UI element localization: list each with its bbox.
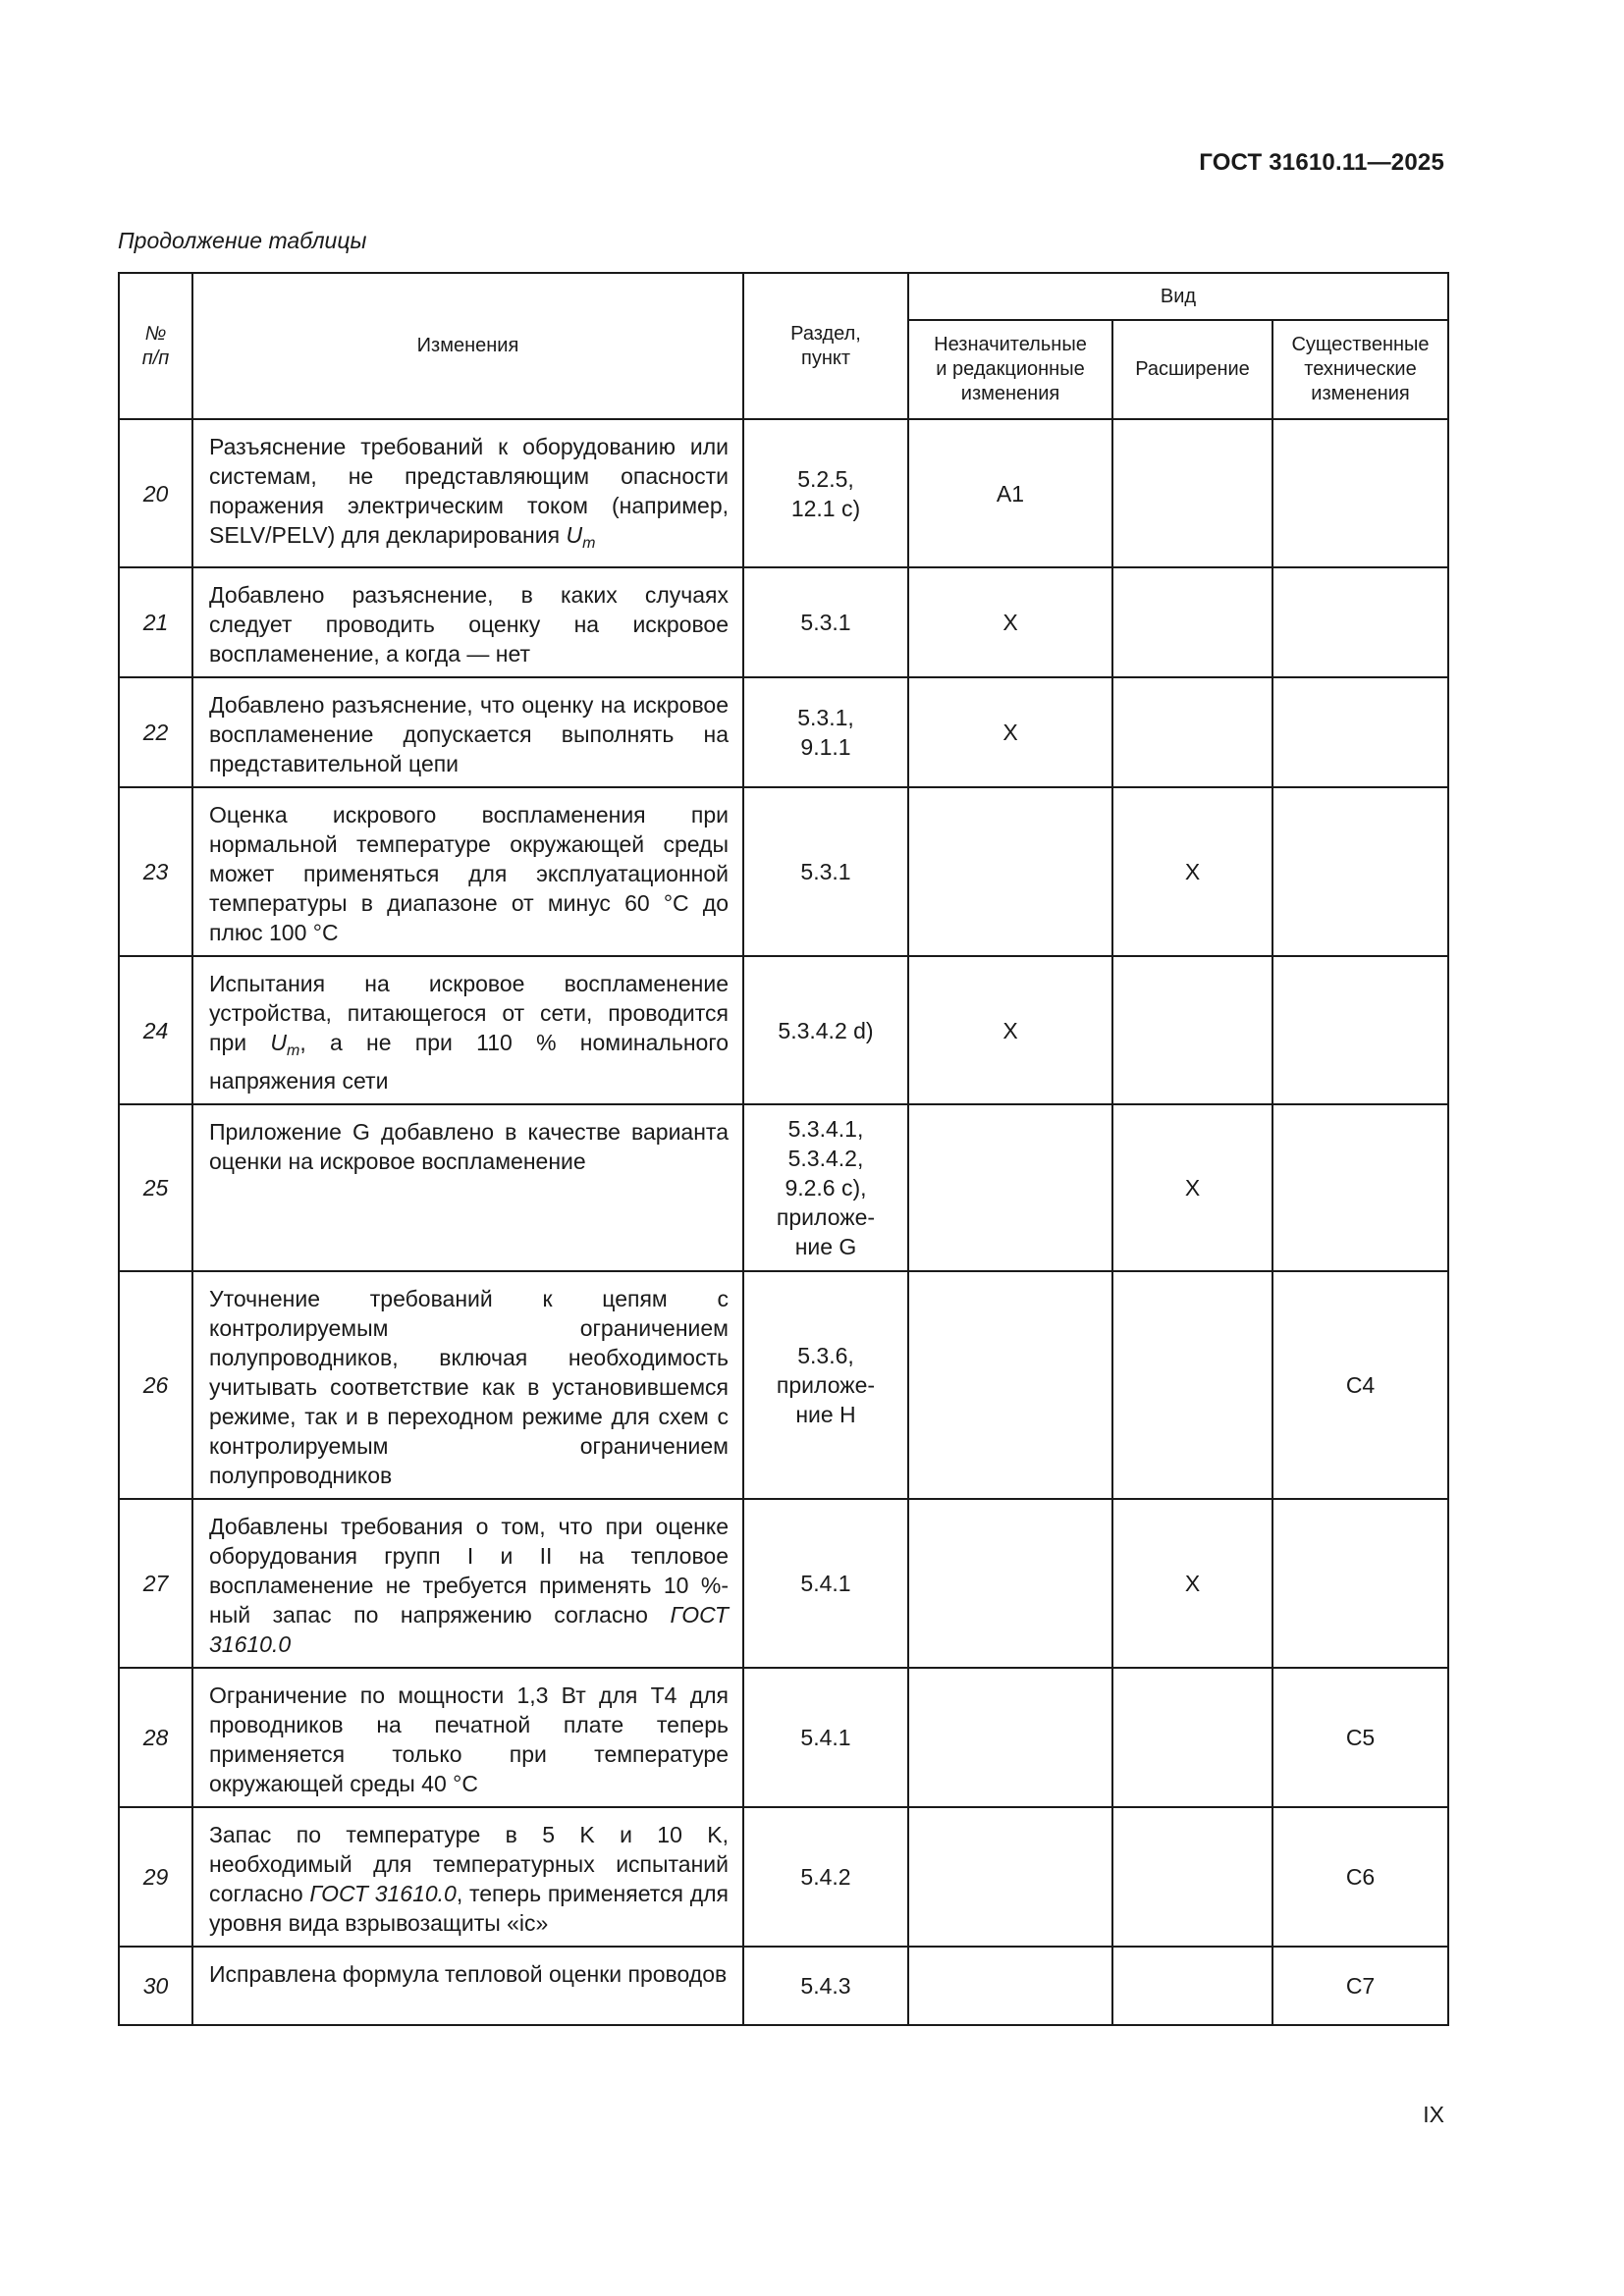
row-major-mark bbox=[1272, 1499, 1448, 1668]
row-number: 26 bbox=[119, 1271, 192, 1499]
table-row bbox=[119, 419, 1448, 567]
row-extension-mark bbox=[1112, 567, 1272, 677]
row-major-mark: C7 bbox=[1272, 1947, 1448, 2025]
table-row bbox=[119, 677, 1448, 787]
table-row bbox=[119, 1807, 1448, 1947]
row-section: 5.4.1 bbox=[743, 1668, 908, 1807]
row-major-mark bbox=[1272, 1104, 1448, 1271]
row-minor-mark: X bbox=[908, 567, 1112, 677]
changes-table bbox=[118, 272, 1449, 2026]
table-row bbox=[119, 787, 1448, 956]
row-minor-mark bbox=[908, 1271, 1112, 1499]
row-minor-mark bbox=[908, 787, 1112, 956]
header-extension-label: Расширение bbox=[1135, 358, 1250, 380]
page-number: IX bbox=[1423, 2102, 1444, 2127]
header-changes-label: Изменения bbox=[416, 335, 519, 356]
header-type-group bbox=[908, 273, 1448, 320]
header-section-label: Раздел, пункт bbox=[790, 322, 861, 369]
header-changes bbox=[192, 273, 743, 419]
table-row bbox=[119, 1947, 1448, 2025]
header-section bbox=[743, 273, 908, 419]
row-extension-mark: X bbox=[1112, 1104, 1272, 1271]
row-section: 5.3.4.1, 5.3.4.2, 9.2.6 c), приложе- ние G bbox=[743, 1104, 908, 1271]
row-description: Добавлены требования о том, что при оценке оборудования групп I и II на тепловое воспламенение не требуется применять 10 %-ный запас по напряжению согласно ГОСТ 31610.0 bbox=[192, 1499, 743, 1668]
row-extension-mark: X bbox=[1112, 1499, 1272, 1668]
table-row bbox=[119, 567, 1448, 677]
row-number: 27 bbox=[119, 1499, 192, 1668]
row-description: Испытания на искровое воспламенение устройства, питающегося от сети, проводится при $U_m$, а не при 110 % номинального напряжения сети bbox=[192, 956, 743, 1104]
table-row bbox=[119, 1668, 1448, 1807]
row-section: 5.3.1, 9.1.1 bbox=[743, 677, 908, 787]
table-row bbox=[119, 1104, 1448, 1271]
row-description: Добавлено разъяснение, в каких случаях следует проводить оценку на искровое воспламенение, а когда — нет bbox=[192, 567, 743, 677]
row-extension-mark bbox=[1112, 677, 1272, 787]
row-number: 21 bbox=[119, 567, 192, 677]
row-extension-mark bbox=[1112, 1668, 1272, 1807]
row-description: Разъяснение требований к оборудованию или системам, не представляющим опасности поражения электрическим током (например, SELV/PELV) для декларирования $U_m$ bbox=[192, 419, 743, 567]
header-number bbox=[119, 273, 192, 419]
document-code: ГОСТ 31610.11—2025 bbox=[1199, 149, 1444, 176]
row-major-mark bbox=[1272, 419, 1448, 567]
row-number: 29 bbox=[119, 1807, 192, 1947]
row-number: 23 bbox=[119, 787, 192, 956]
table-row bbox=[119, 956, 1448, 1104]
row-major-mark bbox=[1272, 677, 1448, 787]
header-major-label: Существенные технические изменения bbox=[1291, 334, 1430, 404]
row-section: 5.3.4.2 d) bbox=[743, 956, 908, 1104]
row-major-mark bbox=[1272, 567, 1448, 677]
row-extension-mark bbox=[1112, 1947, 1272, 2025]
row-minor-mark bbox=[908, 1104, 1112, 1271]
row-section: 5.4.3 bbox=[743, 1947, 908, 2025]
header-number-label: № п/п bbox=[141, 322, 170, 369]
table-body bbox=[119, 419, 1448, 2025]
row-major-mark: C5 bbox=[1272, 1668, 1448, 1807]
row-extension-mark bbox=[1112, 1271, 1272, 1499]
header-extension bbox=[1112, 320, 1272, 419]
row-extension-mark bbox=[1112, 419, 1272, 567]
row-extension-mark bbox=[1112, 956, 1272, 1104]
row-number: 24 bbox=[119, 956, 192, 1104]
row-minor-mark: X bbox=[908, 677, 1112, 787]
row-section: 5.3.6, приложе- ние H bbox=[743, 1271, 908, 1499]
row-minor-mark bbox=[908, 1668, 1112, 1807]
row-major-mark: C4 bbox=[1272, 1271, 1448, 1499]
row-section: 5.2.5, 12.1 c) bbox=[743, 419, 908, 567]
continuation-label: Продолжение таблицы bbox=[118, 228, 367, 253]
row-description: Добавлено разъяснение, что оценку на искровое воспламенение допускается выполнять на представительной цепи bbox=[192, 677, 743, 787]
row-minor-mark: X bbox=[908, 956, 1112, 1104]
row-section: 5.4.2 bbox=[743, 1807, 908, 1947]
row-major-mark bbox=[1272, 787, 1448, 956]
row-number: 25 bbox=[119, 1104, 192, 1271]
row-number: 20 bbox=[119, 419, 192, 567]
row-description: Ограничение по мощности 1,3 Вт для Т4 для проводников на печатной плате теперь применяется только при температуре окружающей среды 40 °C bbox=[192, 1668, 743, 1807]
row-section: 5.4.1 bbox=[743, 1499, 908, 1668]
row-extension-mark bbox=[1112, 1807, 1272, 1947]
row-description: Уточнение требований к цепям с контролируемым ограничением полупроводников, включая необходимость учитывать соответствие как в установившемся режиме, так и в переходном режиме для схем с контролируемым ограничением полупроводников bbox=[192, 1271, 743, 1499]
row-minor-mark bbox=[908, 1947, 1112, 2025]
row-minor-mark bbox=[908, 1807, 1112, 1947]
table-row bbox=[119, 1271, 1448, 1499]
header-minor bbox=[908, 320, 1112, 419]
row-major-mark: C6 bbox=[1272, 1807, 1448, 1947]
row-section: 5.3.1 bbox=[743, 787, 908, 956]
row-description: Запас по температуре в 5 K и 10 K, необходимый для температурных испытаний согласно ГОСТ 31610.0, теперь применяется для уровня вида взрывозащиты «ic» bbox=[192, 1807, 743, 1947]
row-description: Оценка искрового воспламенения при нормальной температуре окружающей среды может применяться для эксплуатационной температуры в диапазоне от минус 60 °C до плюс 100 °C bbox=[192, 787, 743, 956]
row-number: 30 bbox=[119, 1947, 192, 2025]
row-description: Исправлена формула тепловой оценки проводов bbox=[192, 1947, 743, 2025]
row-major-mark bbox=[1272, 956, 1448, 1104]
header-minor-label: Незначительные и редакционные изменения bbox=[934, 334, 1087, 404]
header-major bbox=[1272, 320, 1448, 419]
row-number: 22 bbox=[119, 677, 192, 787]
row-section: 5.3.1 bbox=[743, 567, 908, 677]
row-extension-mark: X bbox=[1112, 787, 1272, 956]
header-type-group-label: Вид bbox=[1160, 285, 1197, 307]
row-description: Приложение G добавлено в качестве варианта оценки на искровое воспламенение bbox=[192, 1104, 743, 1271]
row-minor-mark: A1 bbox=[908, 419, 1112, 567]
table-row bbox=[119, 1499, 1448, 1668]
row-minor-mark bbox=[908, 1499, 1112, 1668]
row-number: 28 bbox=[119, 1668, 192, 1807]
